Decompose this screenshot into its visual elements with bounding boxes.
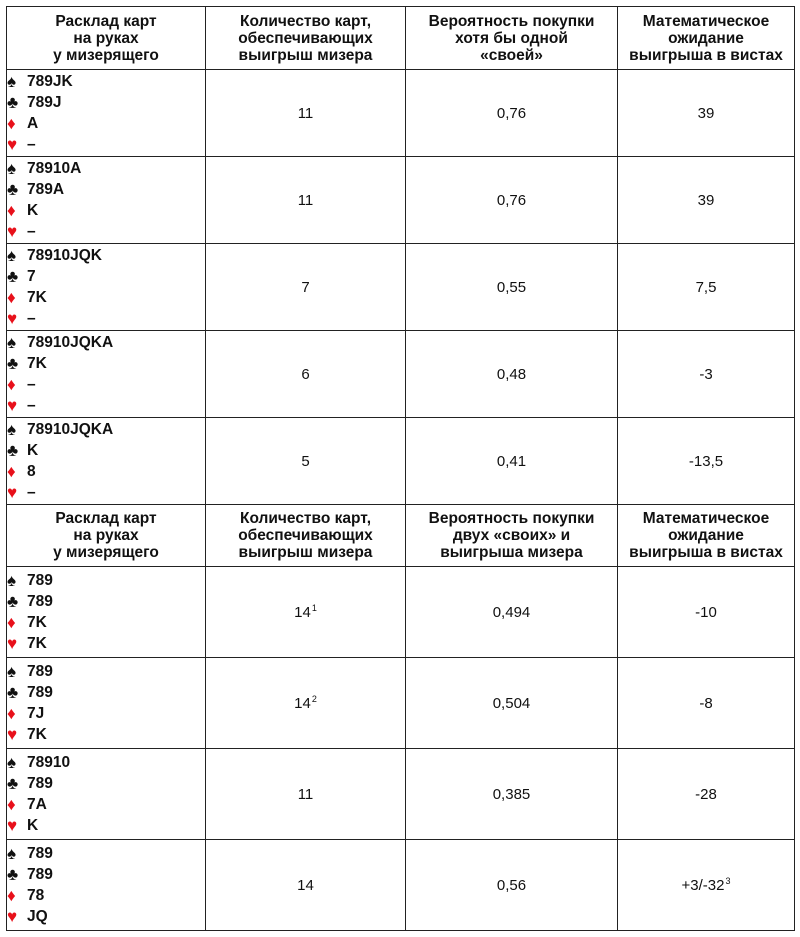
header-hand: Расклад карт на руках у мизерящего <box>7 505 206 567</box>
expectation-cell <box>618 157 795 244</box>
cards-clubs: 7 <box>27 267 36 285</box>
clubs-icon: ♣ <box>7 683 19 702</box>
cards-diamonds: 8 <box>27 462 36 480</box>
suit-line-spades <box>7 71 205 92</box>
spades-icon: ♠ <box>7 571 17 590</box>
hand-cell <box>7 840 206 931</box>
footnote-mark: 2 <box>311 694 317 704</box>
hand-cell <box>7 658 206 749</box>
cards-spades: 78910JQKA <box>27 333 114 351</box>
suit-line-diamonds <box>7 287 205 308</box>
count-value: 7 <box>301 278 310 296</box>
suit-line-diamonds <box>7 703 205 724</box>
cards-clubs: 789A <box>27 180 65 198</box>
cards-hearts: – <box>27 483 36 501</box>
suit-line-spades <box>7 419 205 440</box>
expectation-cell <box>618 244 795 331</box>
suit-line-clubs <box>7 864 205 885</box>
cards-hearts: 7K <box>27 634 47 652</box>
suit-line-spades <box>7 843 205 864</box>
header-probability: Вероятность покупки хотя бы одной «своей» <box>406 7 618 70</box>
suit-line-diamonds <box>7 200 205 221</box>
expectation-cell <box>618 70 795 157</box>
hearts-icon: ♥ <box>7 309 18 328</box>
suit-line-spades <box>7 752 205 773</box>
cards-hearts: – <box>27 135 36 153</box>
diamonds-icon: ♦ <box>7 704 16 723</box>
spades-icon: ♠ <box>7 246 17 265</box>
header-expectation: Математическое ожидание выигрыша в вистах <box>618 7 795 70</box>
spades-icon: ♠ <box>7 72 17 91</box>
footnote-mark: 3 <box>725 876 731 886</box>
suit-line-diamonds <box>7 461 205 482</box>
expectation-cell <box>618 658 795 749</box>
table-row <box>7 567 795 658</box>
clubs-icon: ♣ <box>7 774 19 793</box>
cards-spades: 78910JQKA <box>27 420 114 438</box>
expectation-value: -13,5 <box>688 452 724 470</box>
spades-icon: ♠ <box>7 753 17 772</box>
suit-line-hearts <box>7 221 205 242</box>
suit-line-hearts <box>7 308 205 329</box>
count-value: 14 <box>294 604 311 621</box>
clubs-icon: ♣ <box>7 592 19 611</box>
cards-spades: 78910A <box>27 159 82 177</box>
clubs-icon: ♣ <box>7 441 19 460</box>
cards-clubs: 789 <box>27 774 53 792</box>
clubs-icon: ♣ <box>7 93 19 112</box>
cards-spades: 789 <box>27 662 53 680</box>
misere-table <box>6 6 795 931</box>
spades-icon: ♠ <box>7 662 17 681</box>
cards-hearts: – <box>27 396 36 414</box>
spades-icon: ♠ <box>7 420 17 439</box>
count-cell <box>206 244 406 331</box>
expectation-value: 39 <box>697 104 715 122</box>
cards-diamonds: 78 <box>27 886 45 904</box>
suit-line-diamonds <box>7 885 205 906</box>
clubs-icon: ♣ <box>7 267 19 286</box>
suit-line-diamonds <box>7 374 205 395</box>
table-row <box>7 840 795 931</box>
header-count: Количество карт, обеспечивающих выигрыш мизера <box>206 505 406 567</box>
clubs-icon: ♣ <box>7 865 19 884</box>
cards-clubs: K <box>27 441 39 459</box>
table-row <box>7 418 795 505</box>
diamonds-icon: ♦ <box>7 886 16 905</box>
cards-spades: 789 <box>27 571 53 589</box>
expectation-value: 39 <box>697 191 715 209</box>
hearts-icon: ♥ <box>7 222 18 241</box>
expectation-cell <box>618 749 795 840</box>
clubs-icon: ♣ <box>7 354 19 373</box>
cards-diamonds: 7K <box>27 613 47 631</box>
expectation-value: -28 <box>695 785 717 803</box>
count-cell <box>206 157 406 244</box>
hand-cell <box>7 749 206 840</box>
clubs-icon: ♣ <box>7 180 19 199</box>
suit-line-clubs <box>7 440 205 461</box>
count-value: 11 <box>297 191 314 209</box>
diamonds-icon: ♦ <box>7 795 16 814</box>
suit-line-hearts <box>7 906 205 927</box>
hand-cell <box>7 567 206 658</box>
hand-cell <box>7 157 206 244</box>
count-value: 6 <box>301 365 310 383</box>
cards-hearts: – <box>27 222 36 240</box>
cards-spades: 789JK <box>27 72 73 90</box>
cards-hearts: 7K <box>27 725 47 743</box>
count-value: 11 <box>297 785 314 803</box>
count-cell <box>206 418 406 505</box>
table-row <box>7 70 795 157</box>
cards-diamonds: – <box>27 375 36 393</box>
suit-line-hearts <box>7 482 205 503</box>
suit-line-hearts <box>7 134 205 155</box>
cards-spades: 789 <box>27 844 53 862</box>
diamonds-icon: ♦ <box>7 114 16 133</box>
count-value: 5 <box>301 452 310 470</box>
hearts-icon: ♥ <box>7 396 18 415</box>
spades-icon: ♠ <box>7 333 17 352</box>
probability-cell: 0,48 <box>406 331 618 418</box>
cards-spades: 78910JQK <box>27 246 102 264</box>
suit-line-clubs <box>7 179 205 200</box>
suit-line-hearts <box>7 815 205 836</box>
cards-clubs: 789J <box>27 93 62 111</box>
suit-line-hearts <box>7 724 205 745</box>
cards-diamonds: A <box>27 114 39 132</box>
hearts-icon: ♥ <box>7 725 18 744</box>
probability-cell: 0,76 <box>406 157 618 244</box>
count-cell <box>206 658 406 749</box>
count-cell <box>206 749 406 840</box>
probability-cell: 0,56 <box>406 840 618 931</box>
suit-line-spades <box>7 570 205 591</box>
count-cell <box>206 331 406 418</box>
hand-cell <box>7 331 206 418</box>
suit-line-spades <box>7 158 205 179</box>
cards-clubs: 7K <box>27 354 47 372</box>
expectation-cell <box>618 418 795 505</box>
hand-cell <box>7 244 206 331</box>
expectation-value: +3/-32 <box>681 877 725 894</box>
cards-diamonds: 7K <box>27 288 47 306</box>
cards-hearts: JQ <box>27 907 48 925</box>
suit-line-clubs <box>7 682 205 703</box>
suit-line-clubs <box>7 773 205 794</box>
table-row <box>7 244 795 331</box>
table-row <box>7 749 795 840</box>
suit-line-clubs <box>7 353 205 374</box>
hearts-icon: ♥ <box>7 907 18 926</box>
table-row <box>7 658 795 749</box>
cards-diamonds: 7A <box>27 795 47 813</box>
hearts-icon: ♥ <box>7 483 18 502</box>
cards-hearts: K <box>27 816 39 834</box>
probability-cell: 0,494 <box>406 567 618 658</box>
cards-hearts: – <box>27 309 36 327</box>
cards-diamonds: K <box>27 201 39 219</box>
cards-clubs: 789 <box>27 865 53 883</box>
suit-line-diamonds <box>7 113 205 134</box>
cards-diamonds: 7J <box>27 704 45 722</box>
probability-cell: 0,55 <box>406 244 618 331</box>
diamonds-icon: ♦ <box>7 613 16 632</box>
count-cell <box>206 70 406 157</box>
header-row <box>7 505 795 567</box>
spades-icon: ♠ <box>7 159 17 178</box>
suit-line-clubs <box>7 266 205 287</box>
expectation-cell <box>618 840 795 931</box>
diamonds-icon: ♦ <box>7 462 16 481</box>
header-expectation: Математическое ожидание выигрыша в вистах <box>618 505 795 567</box>
diamonds-icon: ♦ <box>7 288 16 307</box>
suit-line-spades <box>7 245 205 266</box>
expectation-cell <box>618 567 795 658</box>
hand-cell <box>7 70 206 157</box>
table-row <box>7 331 795 418</box>
cards-clubs: 789 <box>27 592 53 610</box>
footnote-mark: 1 <box>311 603 317 613</box>
suit-line-clubs <box>7 92 205 113</box>
diamonds-icon: ♦ <box>7 375 16 394</box>
expectation-value: -3 <box>699 365 713 383</box>
count-value: 14 <box>297 876 314 894</box>
header-count: Количество карт, обеспечивающих выигрыш мизера <box>206 7 406 70</box>
hearts-icon: ♥ <box>7 634 18 653</box>
table-body <box>7 7 795 931</box>
header-hand: Расклад карт на руках у мизерящего <box>7 7 206 70</box>
expectation-value: -10 <box>695 603 717 621</box>
count-value: 14 <box>294 695 311 712</box>
probability-cell: 0,504 <box>406 658 618 749</box>
suit-line-diamonds <box>7 612 205 633</box>
count-cell <box>206 567 406 658</box>
count-cell <box>206 840 406 931</box>
spades-icon: ♠ <box>7 844 17 863</box>
probability-cell: 0,76 <box>406 70 618 157</box>
cards-clubs: 789 <box>27 683 53 701</box>
hearts-icon: ♥ <box>7 135 18 154</box>
cards-spades: 78910 <box>27 753 71 771</box>
suit-line-hearts <box>7 633 205 654</box>
count-value: 11 <box>297 104 314 122</box>
expectation-value: -8 <box>699 694 713 712</box>
expectation-value: 7,5 <box>695 278 717 296</box>
header-probability: Вероятность покупки двух «своих» и выигрыша мизера <box>406 505 618 567</box>
suit-line-spades <box>7 661 205 682</box>
header-row <box>7 7 795 70</box>
diamonds-icon: ♦ <box>7 201 16 220</box>
suit-line-hearts <box>7 395 205 416</box>
expectation-cell <box>618 331 795 418</box>
suit-line-diamonds <box>7 794 205 815</box>
probability-cell: 0,385 <box>406 749 618 840</box>
probability-cell: 0,41 <box>406 418 618 505</box>
suit-line-spades <box>7 332 205 353</box>
hearts-icon: ♥ <box>7 816 18 835</box>
suit-line-clubs <box>7 591 205 612</box>
table-row <box>7 157 795 244</box>
hand-cell <box>7 418 206 505</box>
